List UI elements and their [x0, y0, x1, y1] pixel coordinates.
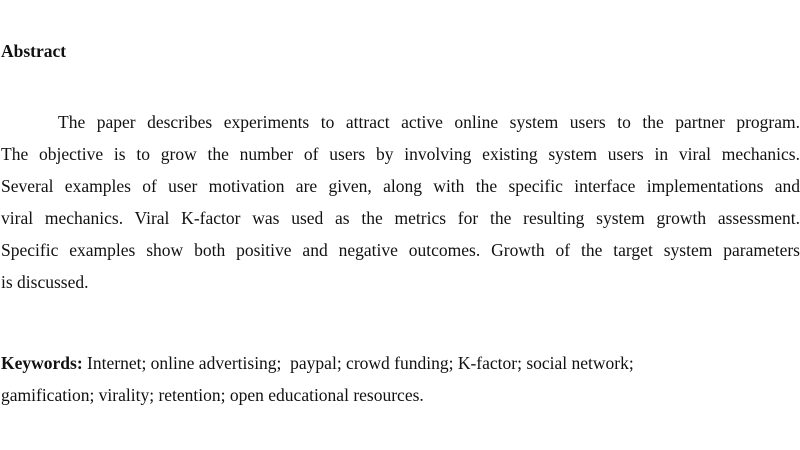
- keywords-line: gamification; virality; retention; open educational resources.: [1, 385, 424, 405]
- abstract-line: The paper describes experiments to attract active online system users to the partner program.: [58, 112, 800, 132]
- abstract-heading: Abstract: [1, 41, 67, 61]
- keywords-line: [1, 351, 800, 383]
- abstract-line: Specific examples show both positive and negative outcomes. Growth of the target system parameters: [1, 240, 800, 260]
- keywords-text: Internet; online advertising; paypal; crowd funding; K-factor; social network;: [82, 353, 634, 373]
- keywords-label: Keywords:: [1, 353, 83, 373]
- abstract-paragraph: [1, 110, 800, 302]
- abstract-line: The objective is to grow the number of users by involving existing system users in viral mechanics.: [1, 144, 800, 164]
- abstract-line: viral mechanics. Viral K-factor was used as the metrics for the resulting system growth assessment.: [1, 208, 800, 228]
- keywords-section: [1, 351, 800, 415]
- abstract-line: Several examples of user motivation are given, along with the specific interface implementations and: [1, 176, 800, 196]
- abstract-line: is discussed.: [1, 272, 89, 292]
